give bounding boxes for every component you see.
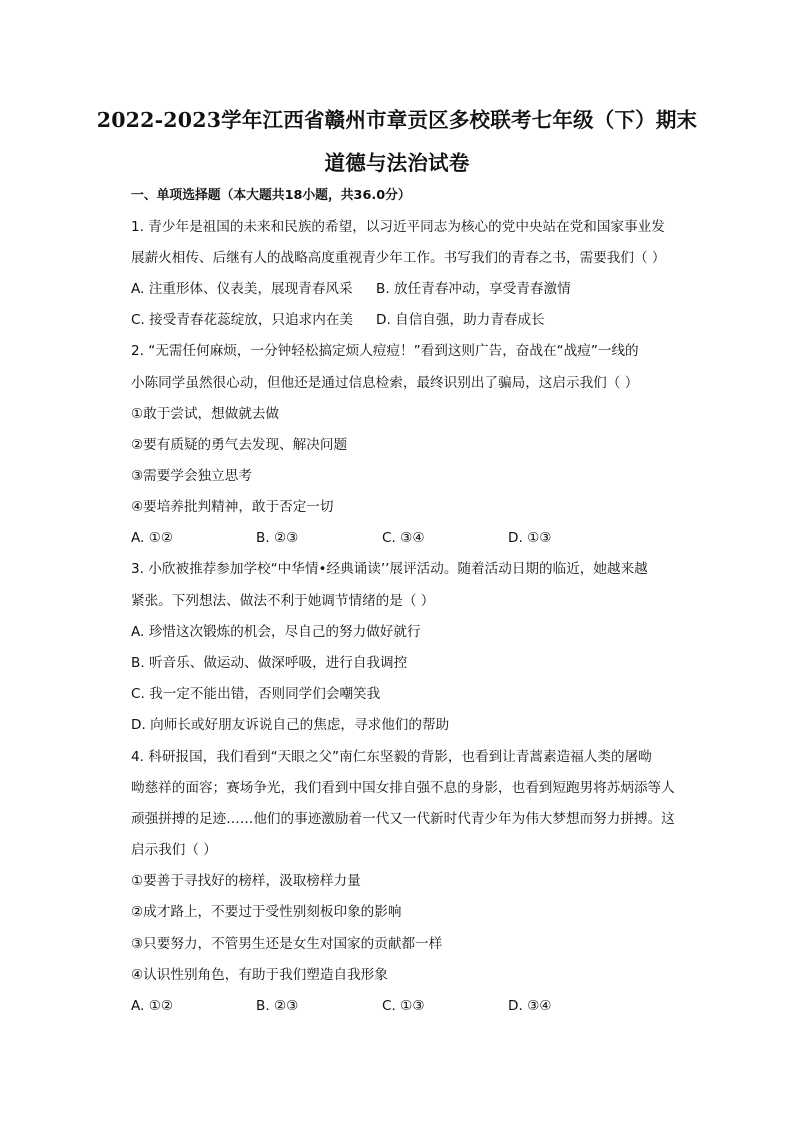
q2-stem-line1: 2. “无需任何麻烦，一分钟轻松搞定烦人痘痘！”看到这则广告，奋战在“战痘”一线的 bbox=[131, 343, 639, 359]
q3-option-c: C. 我一定不能出错，否则同学们会嘲笑我 bbox=[131, 686, 381, 702]
q4-stem-line4: 启示我们（ ） bbox=[131, 842, 217, 858]
q1-option-c: C. 接受青春花蕊绽放，只追求内在美 bbox=[131, 312, 354, 328]
q2-option-c: C. ③④ bbox=[382, 530, 425, 546]
q4-option-b: B. ②③ bbox=[256, 998, 299, 1014]
q2-stem-line2: 小陈同学虽然很心动，但他还是通过信息检索，最终识别出了骗局，这启示我们（ ） bbox=[131, 375, 639, 391]
q4-option-c: C. ①③ bbox=[382, 998, 425, 1014]
q1-stem-line1: 1. 青少年是祖国的未来和民族的希望，以习近平同志为核心的党中央站在党和国家事业发 bbox=[131, 219, 665, 235]
q4-statement-4: ④认识性别角色，有助于我们塑造自我形象 bbox=[131, 967, 388, 983]
q4-option-a: A. ①② bbox=[131, 998, 174, 1014]
q2-option-b: B. ②③ bbox=[256, 530, 299, 546]
q4-statement-1: ①要善于寻找好的榜样，汲取榜样力量 bbox=[131, 873, 361, 889]
q4-stem-line3: 顽强拼搏的足迹……他们的事迹激励着一代又一代新时代青少年为伟大梦想而努力拼搏。这 bbox=[131, 811, 675, 827]
q2-statement-1: ①敢于尝试，想做就去做 bbox=[131, 406, 280, 422]
q3-stem-line2: 紧张。下列想法、做法不利于她调节情绪的是（ ） bbox=[131, 593, 435, 609]
page-title-line2: 道德与法治试卷 bbox=[324, 151, 470, 175]
q4-stem-line2: 呦慈祥的面容；赛场争光，我们看到中国女排自强不息的身影，也看到短跑男将苏炳添等人 bbox=[131, 780, 675, 796]
q2-option-a: A. ①② bbox=[131, 530, 174, 546]
q4-stem-line1: 4. 科研报国，我们看到“天眼之父”南仁东坚毅的背影，也看到让青蒿素造福人类的屠呦 bbox=[131, 749, 652, 765]
q1-option-b: B. 放任青春冲动，享受青春激情 bbox=[376, 281, 571, 297]
q2-option-d: D. ①③ bbox=[508, 530, 552, 546]
q2-statement-3: ③需要学会独立思考 bbox=[131, 468, 252, 484]
q4-statement-3: ③只要努力，不管男生还是女生对国家的贡献都一样 bbox=[131, 936, 443, 952]
q3-option-d: D. 向师长或好朋友诉说自己的焦虑，寻求他们的帮助 bbox=[131, 717, 450, 733]
q4-option-d: D. ③④ bbox=[508, 998, 552, 1014]
q3-option-a: A. 珍惜这次锻炼的机会，尽自己的努力做好就行 bbox=[131, 624, 421, 640]
q3-stem-line1: 3. 小欣被推荐参加学校“中华情•经典诵读’’展评活动。随着活动日期的临近，她越来越 bbox=[131, 561, 648, 577]
q3-option-b: B. 听音乐、做运动、做深呼吸，进行自我调控 bbox=[131, 655, 408, 671]
q1-stem-line2: 展薪火相传、后继有人的战略高度重视青少年工作。书写我们的青春之书，需要我们（ ） bbox=[131, 250, 666, 266]
q1-option-a: A. 注重形体、仪表美，展现青春风采 bbox=[131, 281, 353, 297]
q2-statement-4: ④要培养批判精神，敢于否定一切 bbox=[131, 499, 334, 515]
page-title-line1: 2022-2023学年江西省赣州市章贡区多校联考七年级（下）期末 bbox=[96, 108, 698, 132]
q1-option-d: D. 自信自强，助力青春成长 bbox=[376, 312, 545, 328]
q4-statement-2: ②成才路上，不要过于受性别刻板印象的影响 bbox=[131, 904, 402, 920]
section-heading: 一、单项选择题（本大题共18小题，共36.0分） bbox=[131, 188, 411, 203]
q2-statement-2: ②要有质疑的勇气去发现、解决问题 bbox=[131, 437, 348, 453]
